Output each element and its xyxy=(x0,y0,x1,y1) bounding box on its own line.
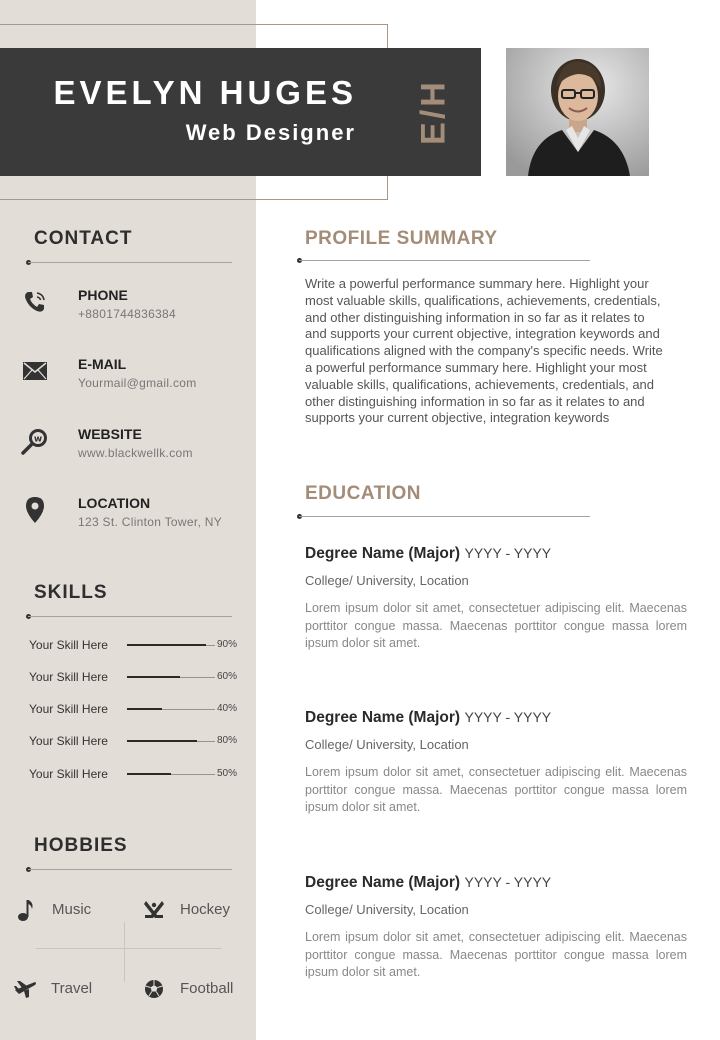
college-location: College/ University, Location xyxy=(305,902,469,917)
skill-name: Your Skill Here xyxy=(29,767,108,781)
candidate-role: Web Designer xyxy=(185,120,356,145)
hobbies-heading: HOBBIES xyxy=(34,835,128,856)
hobby-label: Music xyxy=(52,901,92,918)
skill-percent: 60% xyxy=(217,671,238,682)
contact-location xyxy=(20,495,250,545)
degree-name: Degree Name (Major) xyxy=(305,874,461,891)
skill-track xyxy=(127,774,215,775)
mail-icon xyxy=(20,356,50,386)
skill-fill xyxy=(127,644,206,646)
skill-name: Your Skill Here xyxy=(29,702,108,716)
education-description: Lorem ipsum dolor sit amet, consectetuer adipiscing elit. Maecenas porttitor congue massa. Maecenas porttitor congue massa lorem ipsum dolor sit amet. xyxy=(305,930,687,979)
skill-fill xyxy=(127,708,162,710)
contact-label: PHONE xyxy=(78,287,128,303)
contact-phone xyxy=(20,287,250,337)
skill-percent: 50% xyxy=(217,768,238,779)
degree-name: Degree Name (Major) xyxy=(305,709,461,726)
skill-name: Your Skill Here xyxy=(29,734,108,748)
skill-track xyxy=(127,677,215,678)
degree-line xyxy=(305,874,687,892)
degree-years: YYYY - YYYY xyxy=(464,709,552,725)
music-note-icon xyxy=(14,898,38,922)
header-band xyxy=(0,48,481,176)
education-entry xyxy=(305,874,687,982)
contact-label: E-MAIL xyxy=(78,356,127,372)
education-entry xyxy=(305,709,687,817)
degree-years: YYYY - YYYY xyxy=(464,874,552,890)
education-description: Lorem ipsum dolor sit amet, consectetuer adipiscing elit. Maecenas porttitor congue massa. Maecenas porttitor congue massa lorem ipsum dolor sit amet. xyxy=(305,765,687,814)
education-description: Lorem ipsum dolor sit amet, consectetuer adipiscing elit. Maecenas porttitor congue massa. Maecenas porttitor congue massa lorem ipsum dolor sit amet. xyxy=(305,601,687,650)
contact-label: WEBSITE xyxy=(78,426,142,442)
college-location: College/ University, Location xyxy=(305,573,469,588)
skill-row xyxy=(29,734,244,750)
location-value: 123 St. Clinton Tower, NY xyxy=(78,515,223,529)
website-icon xyxy=(20,426,50,456)
phone-value[interactable]: +8801744836384 xyxy=(78,307,176,321)
hobby-travel xyxy=(13,977,133,1003)
skill-row xyxy=(29,767,244,783)
contact-heading: CONTACT xyxy=(34,228,133,249)
skills-divider xyxy=(28,616,232,617)
skill-percent: 80% xyxy=(217,735,238,746)
hobby-football xyxy=(142,977,262,1003)
skill-fill xyxy=(127,773,171,775)
skill-name: Your Skill Here xyxy=(29,670,108,684)
contact-website xyxy=(20,426,250,476)
education-heading: EDUCATION xyxy=(305,483,422,504)
degree-line xyxy=(305,545,687,563)
hobby-label: Football xyxy=(180,980,234,997)
skill-name: Your Skill Here xyxy=(29,638,108,652)
hobby-music xyxy=(14,898,134,924)
hobby-hockey xyxy=(142,898,262,924)
hobby-label: Travel xyxy=(51,980,93,997)
hobby-label: Hockey xyxy=(180,901,231,918)
profile-summary-heading: PROFILE SUMMARY xyxy=(305,228,498,249)
skill-row xyxy=(29,702,244,718)
profile-summary-text: Write a powerful performance summary here. Highlight your most valuable skills, qualifications, achievements, credentials, and other distinguishing information in so far as it relates to and supports your current objective, integration keywords and qualifications aligned with the company's specific needs. Write a powerful performance summary here. Highlight your most valuable skills, qualifications, achievements, credentials, and other distinguishing information in so far as it relates to and supports your current objective, integration keywords xyxy=(305,276,663,426)
skill-fill xyxy=(127,676,180,678)
degree-line xyxy=(305,709,687,727)
skill-row xyxy=(29,638,244,654)
initials-monogram: E/H xyxy=(414,79,453,145)
skill-track xyxy=(127,645,215,646)
hockey-icon xyxy=(142,898,166,922)
college-location: College/ University, Location xyxy=(305,737,469,752)
football-icon xyxy=(142,977,166,1001)
skill-track xyxy=(127,741,215,742)
hobby-grid-divider-h xyxy=(36,948,222,949)
skill-percent: 40% xyxy=(217,703,238,714)
skill-track xyxy=(127,709,215,710)
skills-heading: SKILLS xyxy=(34,582,108,603)
svg-text:w: w xyxy=(33,434,43,445)
skill-fill xyxy=(127,740,197,742)
website-value[interactable]: www.blackwellk.com xyxy=(78,446,193,460)
candidate-name: EVELYN HUGES xyxy=(53,74,357,111)
email-value[interactable]: Yourmail@gmail.com xyxy=(78,376,197,390)
contact-divider xyxy=(28,262,232,263)
profile-photo xyxy=(506,48,649,176)
profile-divider xyxy=(299,260,590,261)
education-entry xyxy=(305,545,687,653)
contact-email xyxy=(20,356,250,406)
skill-percent: 90% xyxy=(217,639,238,650)
education-divider xyxy=(299,516,590,517)
hobbies-divider xyxy=(28,869,232,870)
degree-years: YYYY - YYYY xyxy=(464,545,552,561)
degree-name: Degree Name (Major) xyxy=(305,545,461,562)
hobby-grid-divider-v xyxy=(124,922,125,982)
airplane-icon xyxy=(13,977,37,1001)
skill-row xyxy=(29,670,244,686)
contact-label: LOCATION xyxy=(78,495,151,511)
location-pin-icon xyxy=(20,495,50,525)
phone-icon xyxy=(20,287,50,317)
